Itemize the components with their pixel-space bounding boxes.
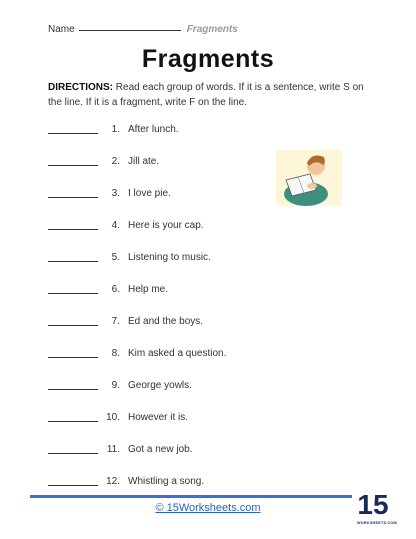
item-text: Here is your cap. — [128, 220, 204, 231]
item-number: 9. — [111, 380, 120, 391]
answer-blank[interactable] — [48, 133, 98, 134]
item-text: Jill ate. — [128, 156, 160, 167]
list-item — [48, 472, 268, 488]
logo-number: 15 — [357, 489, 389, 520]
list-item — [48, 312, 268, 328]
name-blank[interactable] — [79, 30, 181, 31]
answer-blank[interactable] — [48, 357, 98, 358]
item-number: 6. — [111, 284, 120, 295]
list-item — [48, 408, 268, 424]
list-item — [48, 152, 268, 168]
answer-blank[interactable] — [48, 325, 98, 326]
answer-blank[interactable] — [48, 165, 98, 166]
item-number: 5. — [111, 252, 120, 263]
item-text: Kim asked a question. — [128, 348, 227, 359]
item-text: However it is. — [128, 412, 189, 423]
item-text: George yowls. — [128, 380, 192, 391]
item-number: 1. — [111, 124, 120, 135]
item-number: 8. — [111, 348, 120, 359]
answer-blank[interactable] — [48, 389, 98, 390]
footer-divider — [30, 495, 352, 498]
directions — [48, 80, 378, 110]
list-item — [48, 184, 268, 200]
answer-blank[interactable] — [48, 197, 98, 198]
list-item — [48, 344, 268, 360]
item-number: 10. — [106, 412, 120, 423]
item-text: Ed and the boys. — [128, 316, 204, 327]
list-item — [48, 280, 268, 296]
student-reading-illustration — [276, 150, 342, 206]
topic-label: Fragments — [186, 24, 238, 35]
item-text: Got a new job. — [128, 444, 193, 455]
15worksheets-logo — [357, 489, 397, 534]
list-item — [48, 376, 268, 392]
item-text: Listening to music. — [128, 252, 211, 263]
answer-blank[interactable] — [48, 453, 98, 454]
logo-brand: WORKSHEETS.COM — [357, 521, 397, 525]
answer-blank[interactable] — [48, 261, 98, 262]
item-number: 2. — [111, 156, 120, 167]
directions-label: DIRECTIONS: — [48, 82, 113, 93]
list-item — [48, 120, 268, 136]
item-number: 12. — [106, 476, 120, 487]
name-label: Name — [48, 24, 75, 35]
item-number: 3. — [111, 188, 120, 199]
answer-blank[interactable] — [48, 485, 98, 486]
list-item — [48, 248, 268, 264]
answer-blank[interactable] — [48, 421, 98, 422]
name-line — [48, 24, 238, 35]
item-text: Help me. — [128, 284, 169, 295]
footer-copyright-link[interactable]: © 15Worksheets.com — [155, 502, 261, 514]
directions-text: Read each group of words. If it is a sentence, write S on the line. If it is a fragment, write F on the line. — [48, 82, 364, 108]
answer-blank[interactable] — [48, 293, 98, 294]
answer-blank[interactable] — [48, 229, 98, 230]
item-number: 4. — [111, 220, 120, 231]
list-item — [48, 216, 268, 232]
page-title: Fragments — [141, 45, 275, 73]
item-number: 7. — [111, 316, 120, 327]
item-text: I love pie. — [128, 188, 171, 199]
item-text: After lunch. — [128, 124, 179, 135]
list-item — [48, 440, 268, 456]
item-text: Whistling a song. — [128, 476, 205, 487]
item-number: 11. — [106, 444, 120, 455]
